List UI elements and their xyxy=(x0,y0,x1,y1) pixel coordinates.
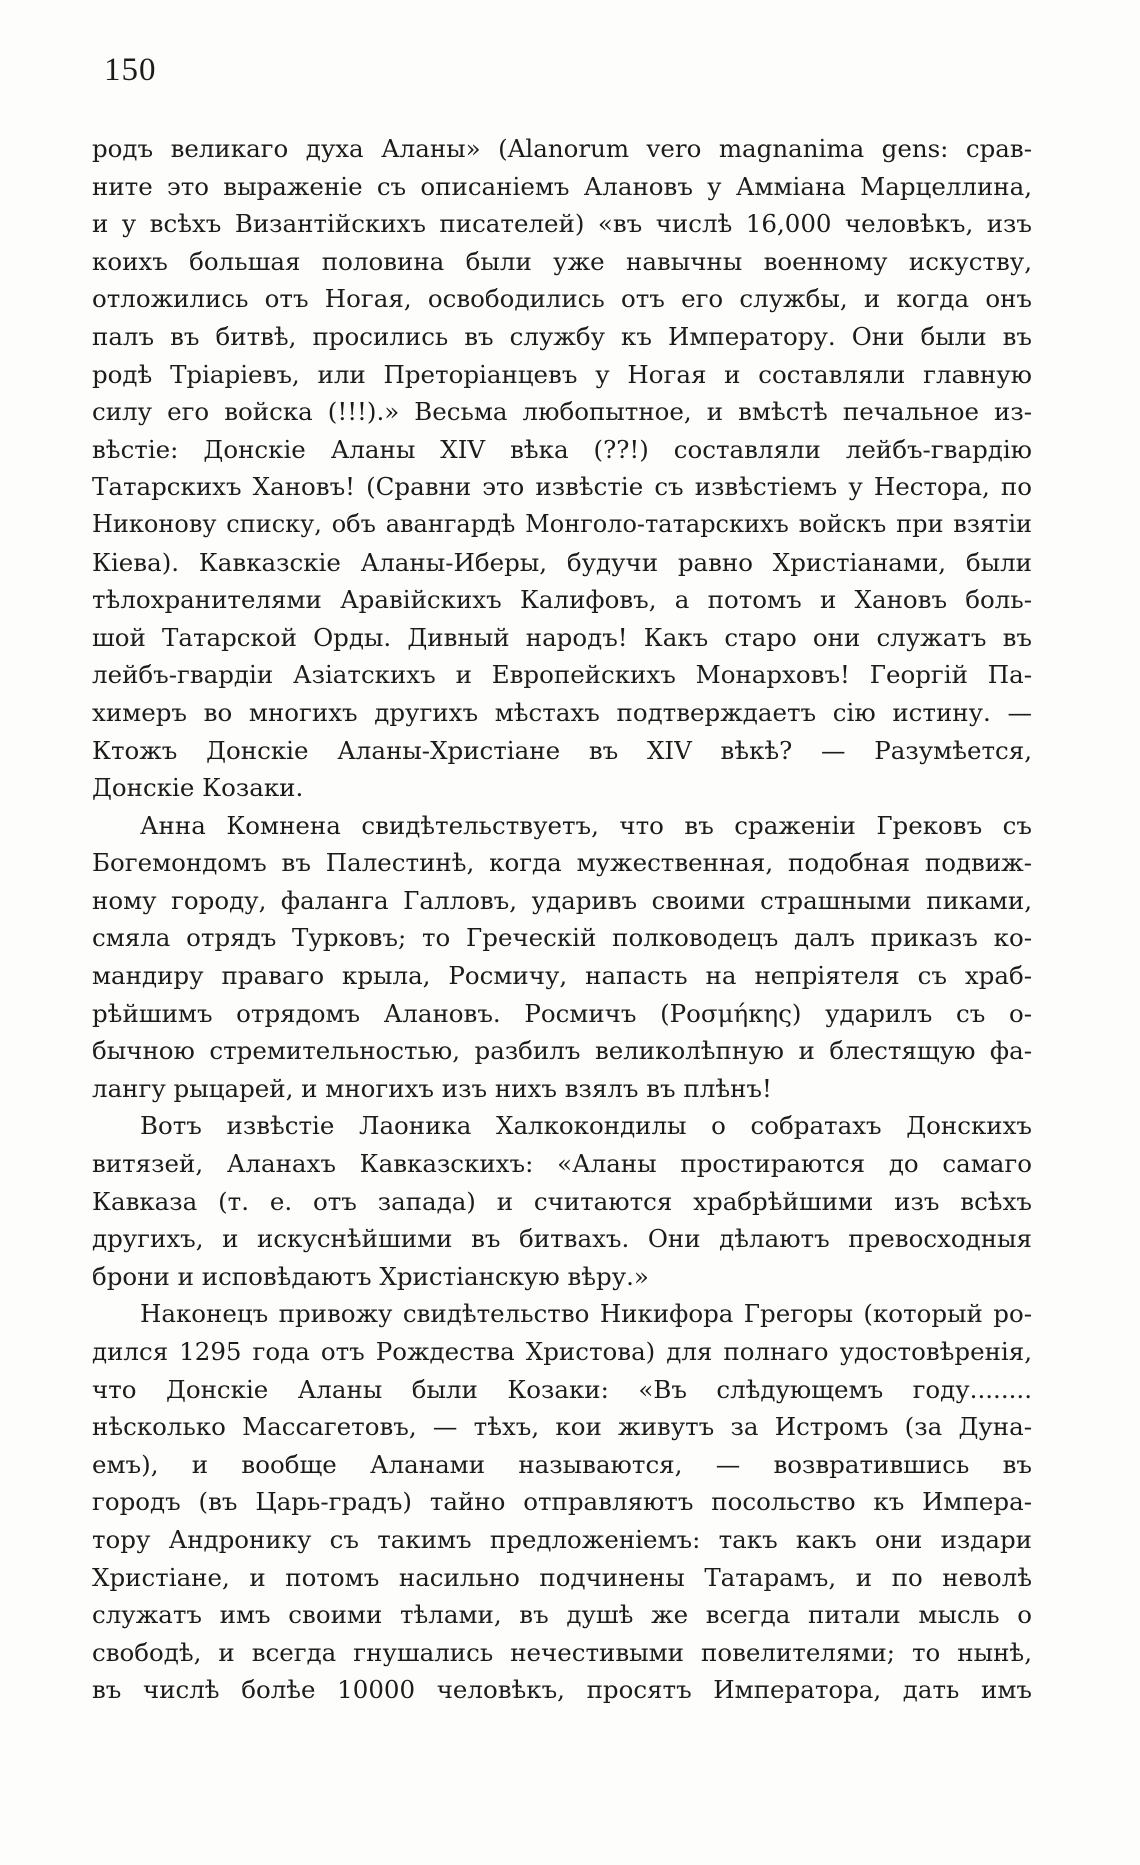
page-number: 150 xyxy=(104,52,157,88)
text-line: служатъ имъ своими тѣлами, въ душѣ же всегда питали мысль о xyxy=(92,1600,1032,1630)
text-line: родѣ Тріаріевъ, или Преторіанцевъ у Ногая и составляли главную xyxy=(92,359,1032,389)
text-line: мандиру праваго крыла, Росмичу, напасть на непріятеля съ храб- xyxy=(92,961,1032,991)
text-line: Анна Комнена свидѣтельствуетъ, что въ сраженіи Грековъ съ xyxy=(140,810,1032,840)
text-line: брони и исповѣдаютъ Христіанскую вѣру.» xyxy=(92,1261,649,1291)
text-line: бычною стремительностью, разбилъ великолѣпную и блестящую фа- xyxy=(92,1036,1032,1066)
text-line: Вотъ извѣстіе Лаоника Халкокондилы о собратахъ Донскихъ xyxy=(140,1111,1032,1141)
text-line: отложились отъ Ногая, освободились отъ его службы, и когда онъ xyxy=(92,284,1032,314)
text-line: свободѣ, и всегда гнушались нечестивыми повелителями; то нынѣ, xyxy=(92,1637,1032,1667)
text-line: рѣйшимъ отрядомъ Алановъ. Росмичъ (Ροσμήκης) ударилъ съ о- xyxy=(92,998,1032,1028)
paragraph-3 xyxy=(92,1107,1032,1295)
body-text xyxy=(92,130,1032,1709)
text-line: городъ (въ Царь-градъ) тайно отправляютъ посольство къ Импера- xyxy=(92,1487,1032,1517)
text-line: тору Андронику съ такимъ предложеніемъ: такъ какъ они издари xyxy=(92,1524,1032,1554)
paragraph-4 xyxy=(92,1295,1032,1709)
text-line: палъ въ битвѣ, просились въ службу къ Императору. Они были въ xyxy=(92,321,1032,351)
text-line: вѣстіе: Донскіе Аланы XIV вѣка (??!) составляли лейбъ-гвардію xyxy=(92,434,1032,464)
text-line: Никонову списку, объ авангардѣ Монголо-татарскихъ войскъ при взятіи xyxy=(92,509,1032,538)
text-line: ните это выраженіе съ описаніемъ Алановъ у Амміана Марцеллина, xyxy=(92,171,1032,201)
text-line: Кіева). Кавказскіе Аланы-Иберы, будучи равно Христіанами, были xyxy=(92,547,1032,577)
text-line: лейбъ-гвардіи Азіатскихъ и Европейскихъ Монарховъ! Георгій Па- xyxy=(92,660,1032,690)
text-line: емъ), и вообще Аланами называются, — возвратившись въ xyxy=(92,1449,1032,1479)
text-line: Донскіе Козаки. xyxy=(92,773,304,803)
text-line: нѣсколько Массагетовъ, — тѣхъ, кои живутъ за Истромъ (за Дуна- xyxy=(92,1412,1032,1442)
text-line: что Донскіе Аланы были Козаки: «Въ слѣдующемъ году........ xyxy=(92,1374,1032,1404)
text-line: смяла отрядъ Турковъ; то Греческій полководецъ далъ приказъ ко- xyxy=(92,923,1032,953)
text-line: коихъ большая половина были уже навычны военному искуству, xyxy=(92,246,1032,276)
text-line: Христіане, и потомъ насильно подчинены Татарамъ, и по неволѣ xyxy=(92,1562,1032,1592)
text-line: Наконецъ привожу свидѣтельство Никифора Грегоры (который ро- xyxy=(140,1299,1032,1329)
text-line: въ числѣ болѣе 10000 человѣкъ, просятъ Императора, дать имъ xyxy=(92,1675,1032,1705)
text-line: Ктожъ Донскіе Аланы-Христіане въ XIV вѣкѣ? — Разумѣется, xyxy=(92,735,1032,765)
text-line: и у всѣхъ Византійскихъ писателей) «въ числѣ 16,000 человѣкъ, изъ xyxy=(92,209,1032,239)
text-line: тѣлохранителями Аравійскихъ Калифовъ, а потомъ и Хановъ боль- xyxy=(92,585,1032,615)
paragraph-1 xyxy=(92,130,1032,807)
text-line: другихъ, и искуснѣйшими въ битвахъ. Они дѣлаютъ превосходныя xyxy=(92,1224,1032,1254)
text-line: Татарскихъ Хановъ! (Сравни это извѣстіе съ извѣстіемъ у Нестора, по xyxy=(92,472,1032,502)
text-line: шой Татарской Орды. Дивный народъ! Какъ старо они служатъ въ xyxy=(92,622,1032,652)
text-line: Богемондомъ въ Палестинѣ, когда мужественная, подобная подвиж- xyxy=(92,848,1032,878)
text-line: химеръ во многихъ другихъ мѣстахъ подтверждаетъ сію истину. — xyxy=(92,697,1032,727)
text-line: дился 1295 года отъ Рождества Христова) для полнаго удостовѣренія, xyxy=(92,1337,1032,1366)
text-line: витязей, Аланахъ Кавказскихъ: «Аланы простираются до самаго xyxy=(92,1149,1032,1179)
text-line: родъ великаго духа Аланы» (Alanorum vero magnanima gens: срав- xyxy=(92,134,1032,163)
text-line: Кавказа (т. е. отъ запада) и считаются храбрѣйшими изъ всѣхъ xyxy=(92,1186,1032,1216)
text-line: лангу рыцарей, и многихъ изъ нихъ взялъ въ плѣнъ! xyxy=(92,1073,772,1103)
paragraph-2 xyxy=(92,807,1032,1108)
text-line: ному городу, фаланга Галловъ, ударивъ своими страшными пиками, xyxy=(92,885,1032,915)
text-line: силу его войска (!!!).» Весьма любопытное, и вмѣстѣ печальное из- xyxy=(92,397,1032,427)
